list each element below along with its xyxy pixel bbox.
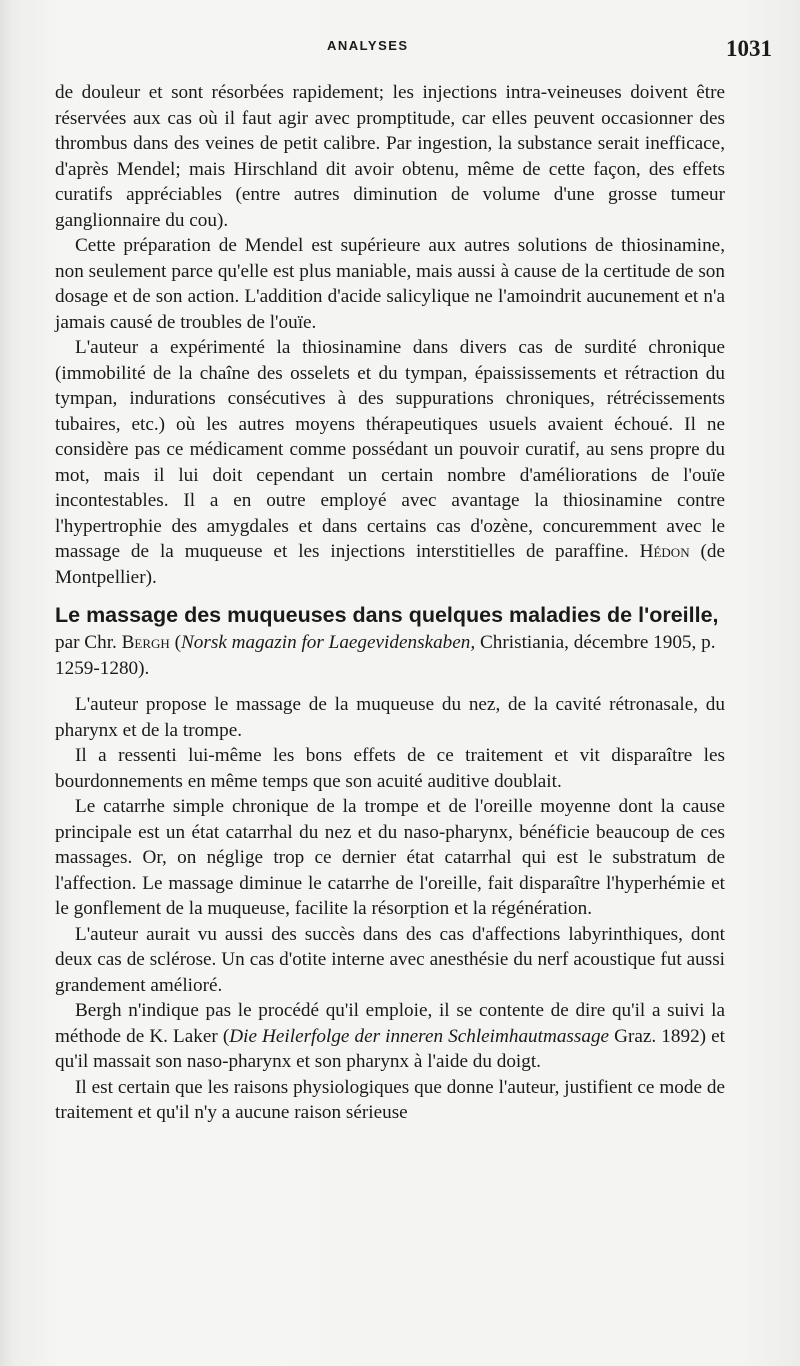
paragraph bbox=[55, 335, 725, 590]
reference-title: Die Heilerfolge der inneren Schleimhautmassage bbox=[229, 1025, 610, 1047]
paragraph-text: Graz. 1892) et qu'il massait son naso-pharynx et son pharynx à l'aide du doigt. bbox=[55, 1025, 725, 1072]
paragraph: Il a ressenti lui-même les bons effets de ce traitement et vit disparaître les bourdonnements en même temps que son acuité auditive doublait. bbox=[55, 745, 725, 792]
article-by: par Chr. bbox=[55, 632, 117, 653]
article-author: Bergh bbox=[121, 632, 170, 653]
page-content bbox=[55, 80, 725, 1126]
page-number: 1031 bbox=[726, 36, 772, 61]
article-journal: Norsk magazin for Laegevidenskaben, bbox=[181, 632, 476, 653]
paragraph: Cette préparation de Mendel est supérieure aux autres solutions de thiosinamine, non seulement parce qu'elle est plus maniable, mais aussi à cause de la certitude de son dosage et de son action. L'addition d'acide salicylique ne l'amoindrit aucunement et n'a jamais causé de troubles de l'ouïe. bbox=[55, 235, 725, 333]
paragraph-text: Bergh n'indique pas le procédé qu'il emploie, il se contente de dire qu'il a suivi la méthode de K. Laker ( bbox=[55, 1000, 725, 1047]
article-title bbox=[55, 602, 725, 682]
page-header bbox=[55, 36, 772, 66]
paragraph-text: L'auteur a expérimenté la thiosinamine dans divers cas de surdité chronique (immobilité de la chaîne des osselets et du tympan, épaississements et rétraction du tympan, indurations consécutives à des suppurations chroniques, rétrécissements tubaires, etc.) où les autres moyens thérapeutiques usuels avaient échoué. Il ne considère pas ce médicament comme possédant un pouvoir curatif, au sens propre du mot, mais il lui doit cependant un certain nombre d'améliorations de l'ouïe incontestables. Il a en outre employé avec avantage la thiosinamine contre l'hypertrophie des amygdales et dans certains cas d'ozène, concuremment avec le massage de la muqueuse et les injections interstitielles de paraffine. bbox=[55, 337, 725, 562]
paragraph bbox=[55, 998, 725, 1075]
signature-place: (de Montpellier). bbox=[55, 541, 726, 588]
article-title-bold: Le massage des muqueuses dans quelques maladies de l'oreille, bbox=[55, 603, 719, 627]
article-open-paren: ( bbox=[174, 632, 181, 653]
running-head: ANALYSES bbox=[327, 38, 409, 53]
paragraph: Le catarrhe simple chronique de la trompe et de l'oreille moyenne dont la cause principale est un état catarrhal du nez et du naso-pharynx, bénéficie beaucoup de ces massages. Or, on néglige trop ce dernier état catarrhal qui est le substratum de l'affection. Le massage diminue le catarrhe de l'oreille, fait disparaître l'hyperhémie et le gonflement de la muqueuse, facilite la résorption et la régénération. bbox=[55, 796, 725, 919]
paragraph: Il est certain que les raisons physiologiques que donne l'auteur, justifient ce mode de traitement et qu'il n'y a aucune raison sérieuse bbox=[55, 1076, 725, 1123]
article-source: Christiania, décembre 1905, p. 1259-1280). bbox=[55, 632, 716, 679]
paragraph: L'auteur propose le massage de la muqueuse du nez, de la cavité rétronasale, du pharynx et de la trompe. bbox=[55, 694, 725, 741]
signature-name: Hédon bbox=[639, 541, 690, 562]
paragraph: de douleur et sont résorbées rapidement; les injections intra-veineuses doivent être réservées aux cas où il faut agir avec promptitude, car elles peuvent occasionner des thrombus dans des veines de petit calibre. Par ingestion, la substance serait inefficace, d'après Mendel; mais Hirschland dit avoir obtenu, même de cette façon, des effets curatifs appréciables (entre autres diminution de volume d'une grosse tumeur ganglionnaire du cou). bbox=[55, 82, 725, 231]
paragraph: L'auteur aurait vu aussi des succès dans des cas d'affections labyrinthiques, dont deux cas de sclérose. Un cas d'otite interne avec anesthésie du nerf acoustique fut aussi grandement amélioré. bbox=[55, 923, 725, 996]
